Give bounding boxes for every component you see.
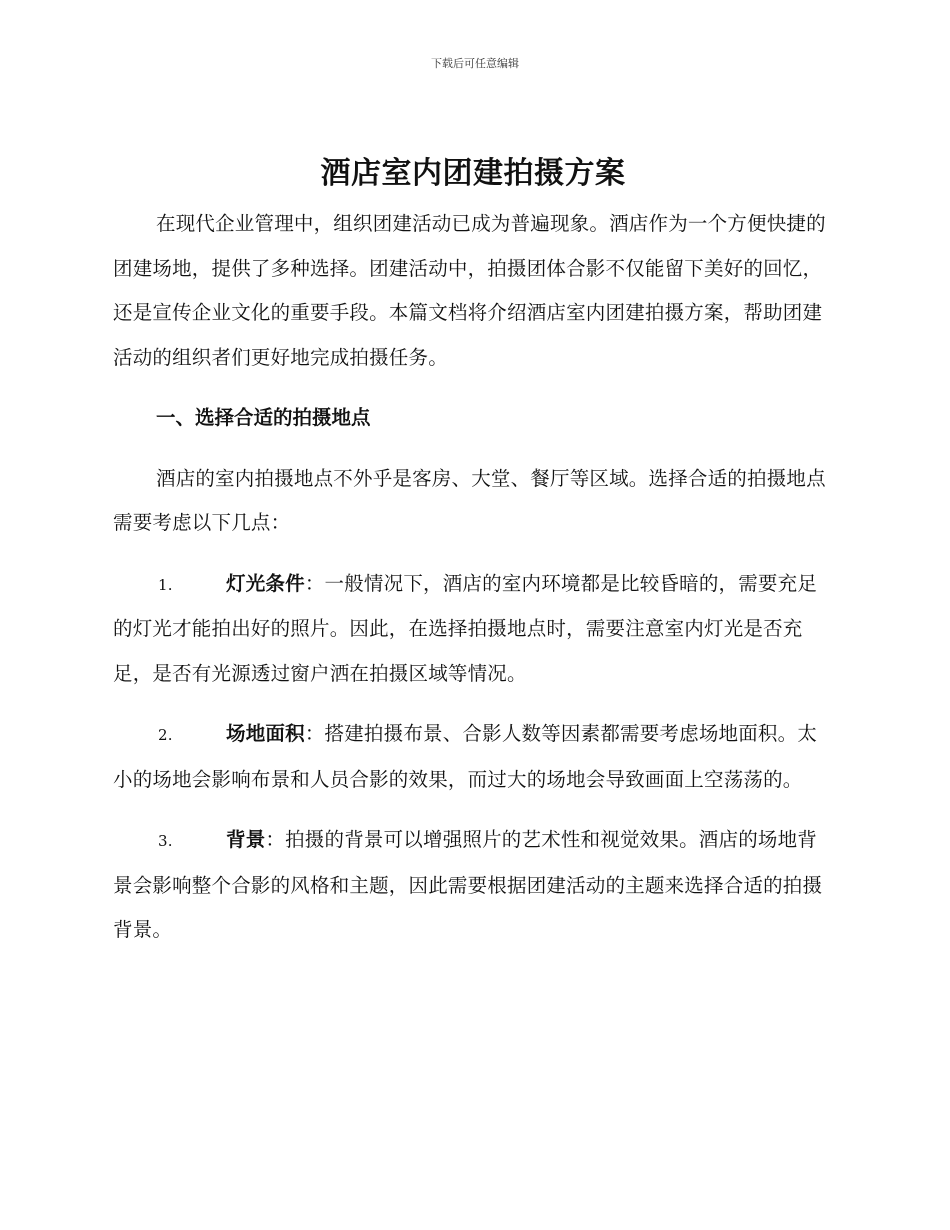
list-item-background (113, 818, 833, 953)
list-term: 场地面积 (226, 722, 305, 745)
list-text: ：一般情况下，酒店的室内环境都是比较昏暗的，需要充足的灯光才能拍出好的照片。因此，在选择拍摄地点时，需要注意室内灯光是否充足，是否有光源透过窗户洒在拍摄区域等情况。 (113, 571, 818, 685)
document-body (113, 150, 833, 953)
header-note: 下载后可任意编辑 (431, 57, 519, 70)
section-lead-paragraph: 酒店的室内拍摄地点不外乎是客房、大堂、餐厅等区域。选择合适的拍摄地点需要考虑以下几点： (113, 466, 826, 534)
list-item-venue-area (113, 712, 833, 802)
section-heading: 一、选择合适的拍摄地点 (156, 406, 371, 429)
list-number: 3. (158, 832, 173, 850)
list-term: 灯光条件 (226, 571, 305, 595)
list-term: 背景 (226, 828, 266, 851)
list-item-lighting (113, 562, 833, 697)
intro-paragraph: 在现代企业管理中，组织团建活动已成为普遍现象。酒店作为一个方便快捷的团建场地，提供了多种选择。团建活动中，拍摄团体合影不仅能留下美好的回忆，还是宣传企业文化的重要手段。本篇文档将介绍酒店室内团建拍摄方案，帮助团建活动的组织者们更好地完成拍摄任务。 (113, 212, 826, 369)
list-text: ：搭建拍摄布景、合影人数等因素都需要考虑场地面积。太小的场地会影响布景和人员合影的效果，而过大的场地会导致画面上空荡荡的。 (113, 722, 818, 791)
list-number: 2. (158, 726, 173, 744)
list-number: 1. (158, 575, 173, 594)
document-title: 酒店室内团建拍摄方案 (320, 156, 626, 191)
list-text: ：拍摄的背景可以增强照片的艺术性和视觉效果。酒店的场地背景会影响整个合影的风格和主题，因此需要根据团建活动的主题来选择合适的拍摄背景。 (113, 828, 823, 941)
